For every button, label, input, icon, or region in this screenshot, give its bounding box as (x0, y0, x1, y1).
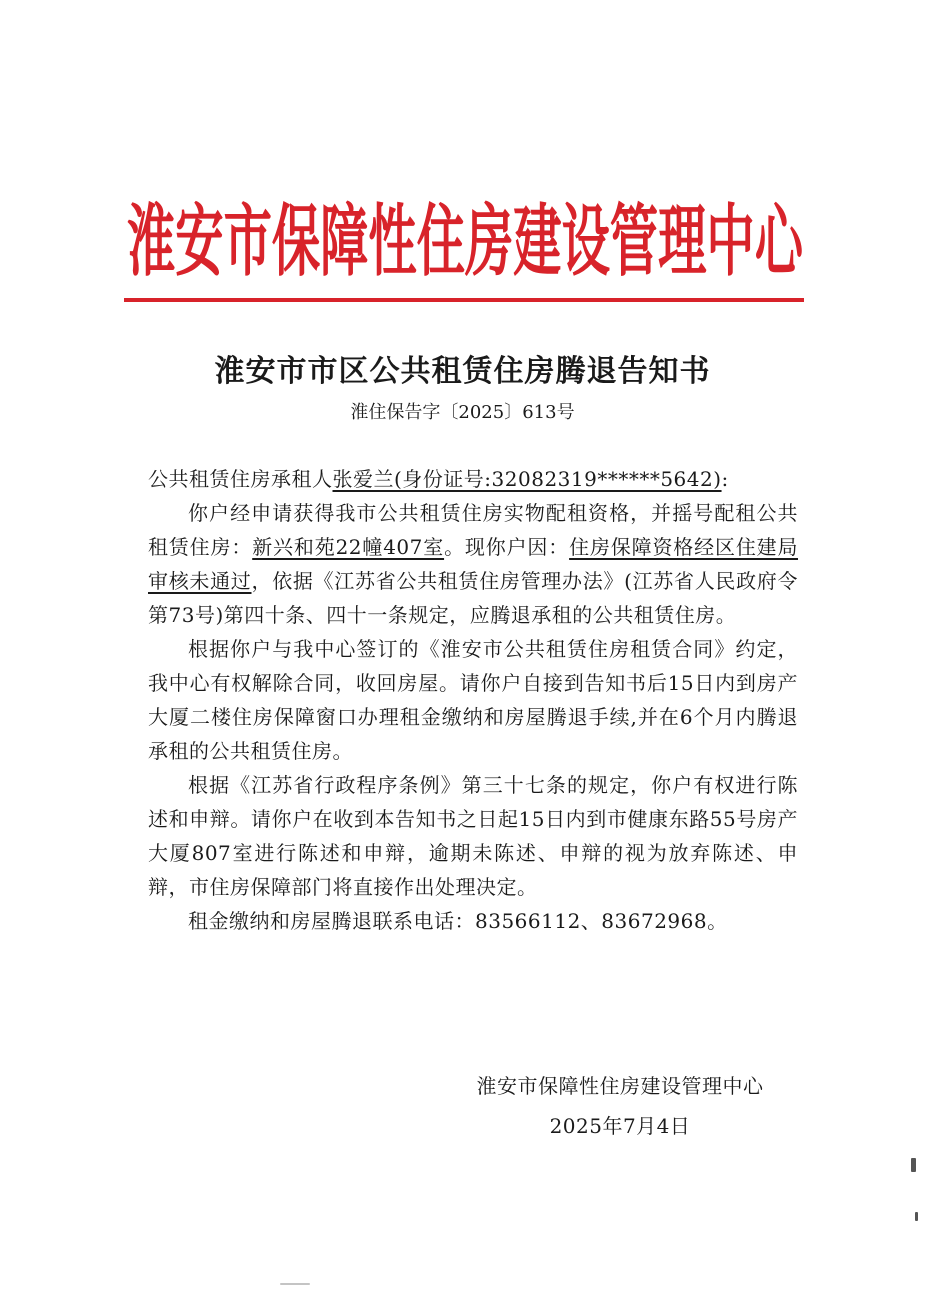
scan-mark (280, 1283, 310, 1285)
document-number: 淮住保告字〔2025〕613号 (350, 402, 575, 423)
document-title: 淮安市市区公共租赁住房腾退告知书 (214, 354, 711, 389)
organization-name: 淮安市保障性住房建设管理中心 (127, 197, 805, 287)
paragraph-contact: 租金缴纳和房屋腾退联系电话：83566112、83672968。 (188, 909, 728, 933)
issuer-name: 淮安市保障性住房建设管理中心 (476, 1074, 764, 1098)
issue-date: 2025年7月4日 (549, 1114, 691, 1138)
letterhead-divider (124, 298, 804, 302)
addressee-line: 公共租赁住房承租人张爱兰(身份证号:32082319******5642): (148, 467, 729, 491)
scan-mark (911, 1158, 916, 1172)
tenant-identity: 张爱兰(身份证号:32082319******5642) (332, 467, 722, 491)
paragraph-contract: 根据你户与我中心签订的《淮安市公共租赁住房租赁合同》约定，我中心有权解除合同，收回房屋。请你户自接到告知书后15日内到房产大厦二楼住房保障窗口办理租金缴纳和房屋腾退手续,并在6个月内腾退承租的公共租赁住房。 (148, 637, 798, 763)
signature-block (440, 1066, 800, 1146)
notice-body (148, 462, 798, 938)
organization-letterhead (120, 168, 810, 288)
paragraph-reason: 你户经申请获得我市公共租赁住房实物配租资格，并摇号配租公共租赁住房：新兴和苑22幢407室。现你户因：住房保障资格经区住建局审核未通过，依据《江苏省公共租赁住房管理办法》(江苏省人民政府令第73号)第四十条、四十一条规定，应腾退承租的公共租赁住房。 (148, 501, 799, 627)
scan-mark (915, 1212, 918, 1221)
housing-address: 新兴和苑22幢407室 (252, 535, 445, 559)
paragraph-appeal: 根据《江苏省行政程序条例》第三十七条的规定，你户有权进行陈述和申辩。请你户在收到本告知书之日起15日内到市健康东路55号房产大厦807室进行陈述和申辩，逾期未陈述、申辩的视为放弃陈述、申辩，市住房保障部门将直接作出处理决定。 (148, 773, 798, 899)
disqualification-reason: 住房保障资格经区住建局审核未通过 (148, 535, 799, 593)
